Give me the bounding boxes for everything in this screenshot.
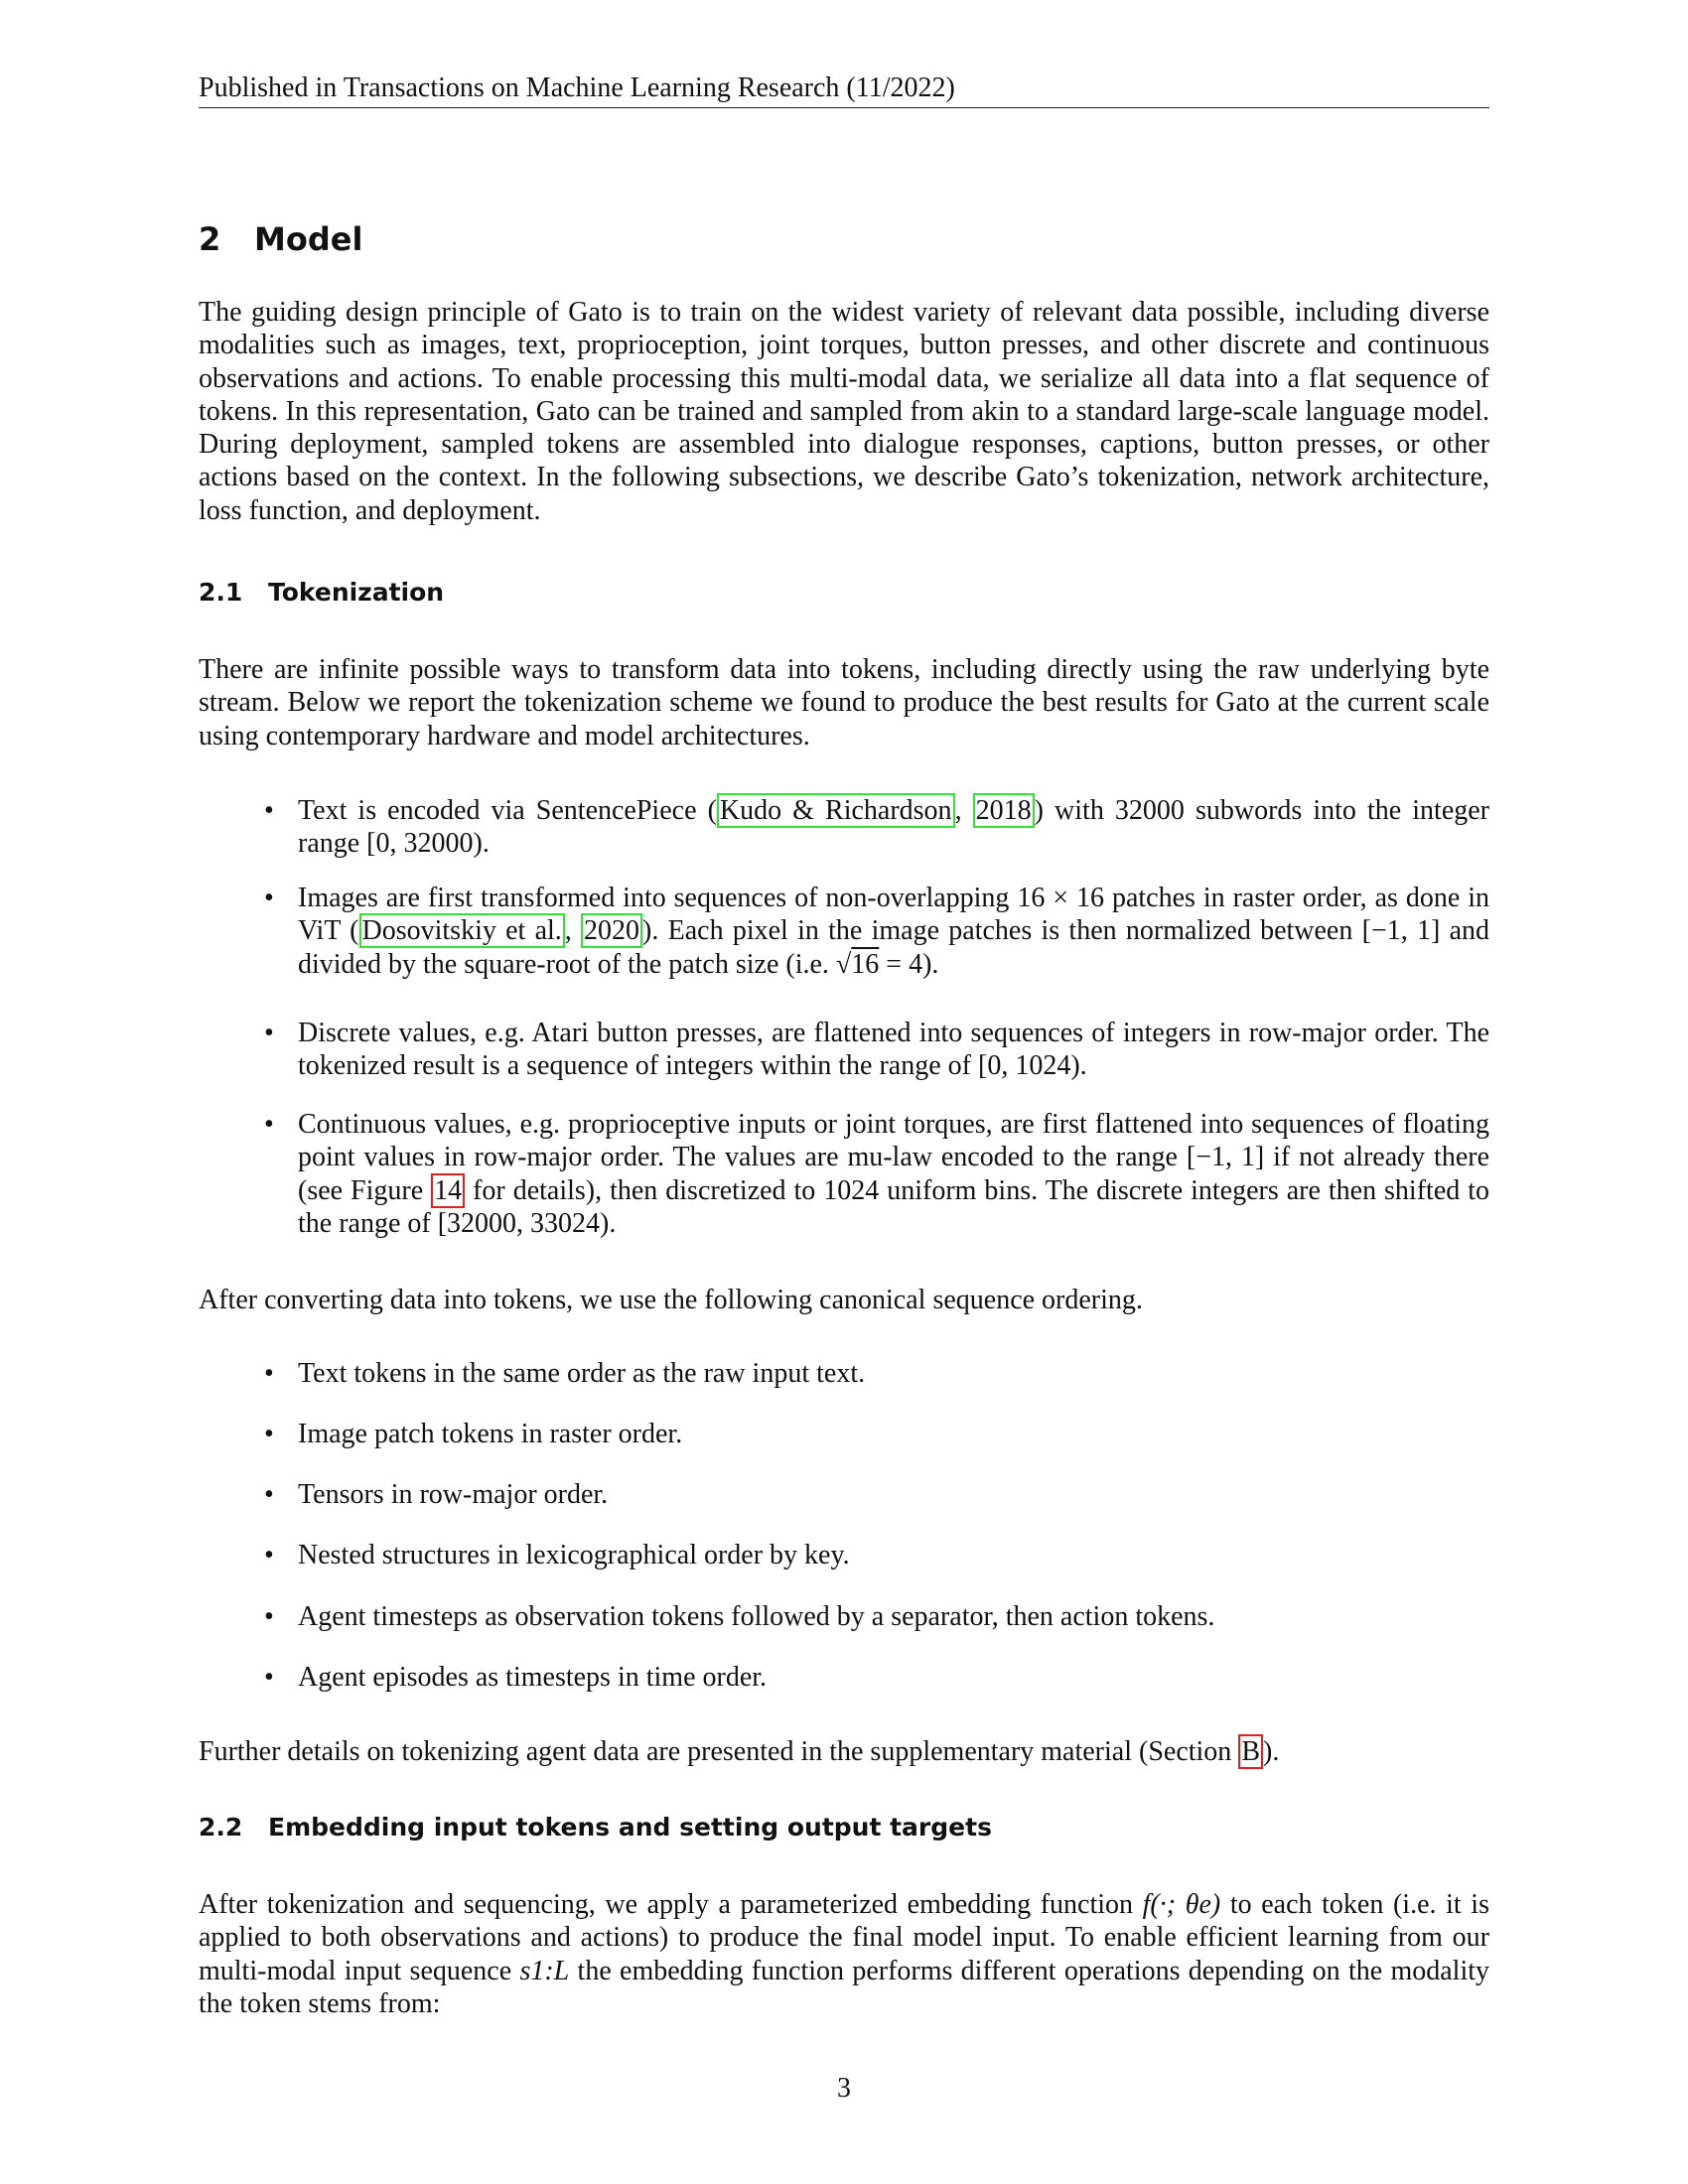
list-item: • Agent episodes as timesteps in time order. (264, 1662, 768, 1693)
list-item: • Agent timesteps as observation tokens followed by a separator, then action tokens. (264, 1601, 1215, 1632)
further-details-paragraph: Further details on tokenizing agent data are presented in the supplementary material (Section B ). (199, 1736, 1280, 1767)
sequence-math: s1:L (519, 1955, 570, 1986)
page-number: 3 (837, 2073, 851, 2104)
list-item: • Nested structures in lexicographical order by key. (264, 1540, 850, 1570)
citation-link[interactable]: Kudo & Richardson (717, 793, 955, 828)
citation-year-link[interactable]: 2018 (973, 793, 1035, 828)
bullet-marker: • (264, 883, 274, 913)
list-item-continuous: • Continuous values, e.g. proprioceptive inputs or joint torques, are first flattened into sequences of floating point values in row-major order. The values are mu-law encoded to the range [−1, 1] if not already there (see Figure 14 for details), then discretized to 1024 uniform bins. The discrete integers are then shifted to the range of [32000, 33024). (264, 1109, 1489, 1239)
subsection-title: Embedding input tokens and setting output targets (268, 1813, 992, 1842)
list-item: • Image patch tokens in raster order. (264, 1419, 683, 1449)
subsection-title: Tokenization (268, 578, 445, 607)
list-item: • Text tokens in the same order as the raw input text. (264, 1358, 866, 1389)
figure-reference-link[interactable]: 14 (431, 1173, 465, 1208)
sqrt-argument: 16 (851, 948, 880, 980)
tokenization-intro-paragraph: There are infinite possible ways to transform data into tokens, including directly using the raw underlying byte stream. Below we report the tokenization scheme we found to produce the best results for Gato at the current scale using contemporary hardware and model architectures. (199, 654, 1489, 751)
section-reference-link[interactable]: B (1238, 1734, 1263, 1769)
embedding-function-math: f(·; θe) (1142, 1889, 1221, 1920)
list-item: • Tensors in row-major order. (264, 1479, 609, 1510)
list-item-discrete: • Discrete values, e.g. Atari button presses, are flattened into sequences of integers in row-major order. The tokenized result is a sequence of integers within the range of [0, 1024). (264, 1018, 1489, 1082)
bullet-marker: • (264, 795, 274, 826)
section-number: 2 (199, 220, 221, 258)
intro-paragraph: The guiding design principle of Gato is to train on the widest variety of relevant data possible, including diverse modalities such as images, text, proprioception, joint torques, button presses, and other discrete and continuous observations and actions. To enable processing this multi-modal data, we serialize all data into a flat sequence of tokens. In this representation, Gato can be trained and sampled from akin to a standard large-scale language model. During deployment, sampled tokens are assembled into dialogue responses, captions, button presses, or other actions based on the context. In the following subsections, we describe Gato’s tokenization, network architecture, loss function, and deployment. (199, 297, 1489, 526)
subsection-heading-embedding (199, 1813, 992, 1842)
citation-year-link[interactable]: 2020 (581, 913, 642, 948)
subsection-number: 2.2 (199, 1813, 243, 1842)
citation-link[interactable]: Dosovitskiy et al. (359, 913, 565, 948)
subsection-heading-tokenization (199, 578, 444, 607)
list-item-text: • Text is encoded via SentencePiece ( Kudo & Richardson , 2018 ) with 32000 subwords into the integer range [0, 32000). (264, 795, 1490, 860)
bullet-marker: • (264, 1018, 274, 1048)
subsection-number: 2.1 (199, 578, 243, 607)
embedding-paragraph: After tokenization and sequencing, we apply a parameterized embedding function f(·; θe) to each token (i.e. it is applied to both observations and actions) to produce the final model input. To enable efficient learning from our multi-modal input sequence s1:L the embedding function performs different operations depending on the modality the token stems from: (199, 1889, 1489, 2019)
ordering-intro-paragraph: After converting data into tokens, we use the following canonical sequence ordering. (199, 1285, 1143, 1315)
section-title: Model (254, 220, 363, 258)
list-item-images: • Images are first transformed into sequences of non-overlapping 16 × 16 patches in raster order, as done in ViT ( Dosovitskiy et al. , 2020 ). Each pixel in the image patches is then normalized between [−1, 1] and divided by the square-root of the patch size (i.e. √16 = 4). (264, 883, 1489, 980)
bullet-marker: • (264, 1109, 274, 1140)
running-header: Published in Transactions on Machine Learning Research (11/2022) (199, 71, 1489, 108)
section-heading (199, 220, 362, 258)
